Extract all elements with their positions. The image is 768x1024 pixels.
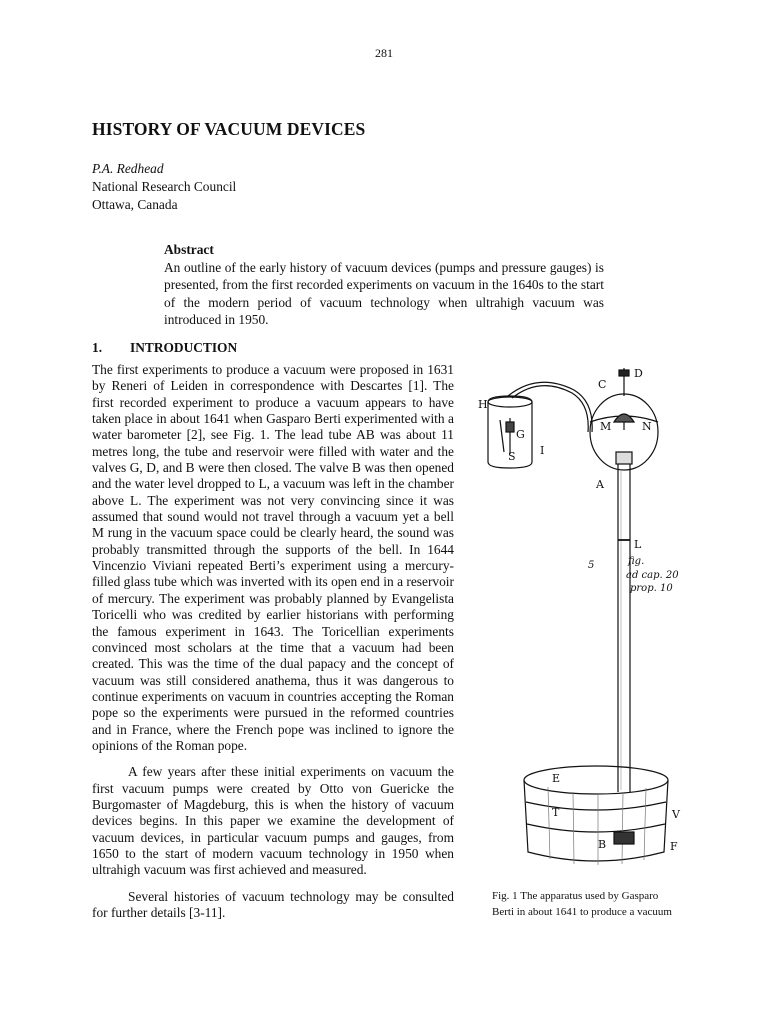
abstract-heading: Abstract xyxy=(164,242,214,257)
berti-apparatus-drawing xyxy=(478,362,688,872)
paragraph-3: Several histories of vacuum technology may be consulted for further details [3-11]. xyxy=(92,888,454,920)
label-l: L xyxy=(634,538,642,551)
annotation-fig: fig. xyxy=(628,556,645,567)
valve-d xyxy=(619,370,629,376)
label-s: S xyxy=(508,450,516,463)
globe-neck xyxy=(616,452,632,464)
label-b: B xyxy=(598,838,607,851)
label-five: 5 xyxy=(588,560,595,571)
figure-1-illustration xyxy=(478,362,688,872)
label-c: C xyxy=(598,378,607,391)
valve-g xyxy=(506,422,514,432)
figure-caption: Fig. 1 The apparatus used by Gasparo Berti in about 1641 to produce a vacuum xyxy=(492,890,672,918)
reservoir-body xyxy=(524,780,668,861)
label-t: T xyxy=(552,806,560,819)
author-block xyxy=(92,160,236,214)
label-d: D xyxy=(634,367,643,380)
label-e: E xyxy=(552,772,561,785)
label-h: H xyxy=(478,398,488,411)
annotation-prop: prop. 10 xyxy=(630,583,673,594)
label-v: V xyxy=(672,808,680,821)
label-a: A xyxy=(596,478,604,491)
page-number: 281 xyxy=(375,46,393,60)
section-body xyxy=(92,362,454,921)
connecting-tube xyxy=(508,382,592,432)
author-name: P.A. Redhead xyxy=(92,161,164,176)
label-n: N xyxy=(642,420,652,433)
label-i: I xyxy=(540,444,545,457)
paragraph-2: A few years after these initial experiments on vacuum the first vacuum pumps were created by Otto von Guericke the Burgomaster of Magdeburg, this is when the history of vacuum devices begins. In this paper we examine the development of vacuum devices, in particular vacuum pumps and gauges, from 1650 to the start of modern vacuum technology in 1950 when ultrahigh vacuum was first achieved and measured. xyxy=(92,764,454,878)
bell-m xyxy=(614,414,634,422)
paper-title: HISTORY OF VACUUM DEVICES xyxy=(92,119,366,139)
paragraph-1: The first experiments to produce a vacuum were proposed in 1631 by Reneri of Leiden in correspondence with Descartes [1]. The first recorded experiment to produce a vacuum appears to have taken place in about 1641 when Gasparo Berti experimented with a water barometer [2], see Fig. 1. The lead tube AB was about 11 metres long, the tube and reservoir were filled with water and the valves G, D, and B were then closed. The valve B was then opened and the water level dropped to L, a vacuum was left in the chamber above L. The experiment was not very convincing since it was assumed that sound would not travel through a vacuum yet a bell M rung in the vacuum space could be clearly heard, the sound was probably transmitted through the supports of the bell. In 1644 Vincenzio Viviani repeated Berti’s experiment using a mercury-filled glass tube which was inverted with its open end in a reservoir of mercury. The experiment was probably planned by Evangelista Toricelli who was credited by earlier historians with performing the famous experiment in 1643. The Toricellian experiments convinced most scholars at the time that a vacuum had been created. This was the time of the dual papacy and the concept of vacuum was still considered anathema, thus it was dangerous to continue experiments on vacuum in countries accepting the Roman pope so the experiments were pursued in the reformed countries and in France, where the French pope was inclined to ignore the opinions of the Roman pope. xyxy=(92,362,454,753)
section-title: INTRODUCTION xyxy=(130,340,238,355)
abstract xyxy=(164,241,604,329)
author-location: Ottawa, Canada xyxy=(92,197,178,212)
label-f: F xyxy=(670,840,678,853)
abstract-text: An outline of the early history of vacuum devices (pumps and pressure gauges) is presented, from the first recorded experiments on vacuum in the 1640s to the start of the modern period of vacuum technology when ultrahigh vacuum was introduced in 1950. xyxy=(164,259,604,327)
label-g: G xyxy=(516,428,525,441)
label-m: M xyxy=(600,420,612,433)
section-heading xyxy=(92,340,237,356)
valve-b xyxy=(614,832,634,844)
reservoir-top xyxy=(524,766,668,794)
author-affiliation: National Research Council xyxy=(92,179,237,194)
section-number: 1. xyxy=(92,340,103,355)
annotation-chapter: ad cap. 20 xyxy=(626,570,679,581)
